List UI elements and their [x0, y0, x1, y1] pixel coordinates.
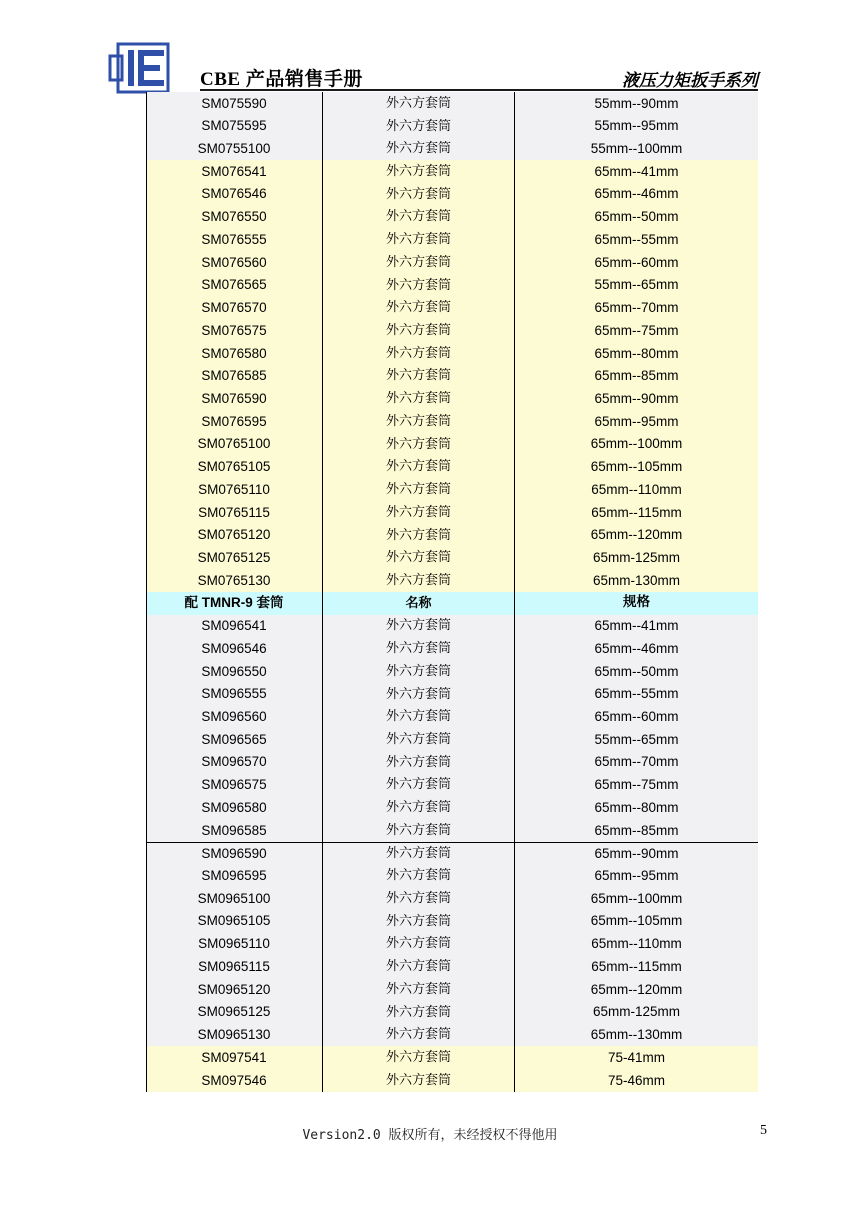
cell-model: SM076565: [201, 277, 267, 293]
cell-model: SM096541: [201, 618, 267, 634]
product-table: [146, 92, 758, 1092]
cell-spec: 65mm-125mm: [592, 549, 681, 565]
cell-name: 外六方套筒: [385, 527, 451, 543]
cell-spec: 65mm-125mm: [592, 1004, 681, 1020]
cell-model: SM0765100: [197, 436, 271, 452]
table-row: [146, 524, 758, 547]
cell-name: 外六方套筒: [385, 572, 451, 588]
table-row: [146, 751, 758, 774]
cell-spec: 55mm--65mm: [594, 277, 679, 293]
series-title: 液压力矩扳手系列: [622, 71, 758, 91]
cell-model: SM076555: [201, 231, 267, 247]
table-row: [146, 365, 758, 388]
cell-model: SM0765115: [198, 504, 270, 520]
header-cell-model: 配 TMNR-9 套筒: [184, 595, 284, 611]
cell-name: 外六方套筒: [385, 232, 451, 248]
cell-spec: 65mm--130mm: [590, 1027, 683, 1043]
cell-name: 外六方套筒: [385, 436, 451, 452]
table-row: [146, 115, 758, 138]
cell-name: 外六方套筒: [385, 164, 451, 180]
cell-spec: 65mm--46mm: [594, 186, 679, 202]
table-row: [146, 569, 758, 592]
header-cell-name: 名称: [405, 595, 432, 611]
table-row: [146, 92, 758, 115]
cell-spec: 55mm--95mm: [594, 118, 679, 134]
cell-name: 外六方套筒: [385, 345, 451, 361]
header-rule: [200, 89, 758, 91]
cell-spec: 65mm--70mm: [594, 300, 679, 316]
cell-model: SM0965100: [197, 890, 271, 906]
table-row: [146, 137, 758, 160]
cell-spec: 55mm--100mm: [590, 141, 683, 157]
cell-spec: 65mm--55mm: [594, 231, 679, 247]
cell-name: 外六方套筒: [385, 641, 451, 657]
cell-spec: 65mm--115mm: [591, 958, 682, 974]
cell-name: 外六方套筒: [385, 323, 451, 339]
table-row: [146, 955, 758, 978]
cell-model: SM076541: [201, 163, 267, 179]
cell-spec: 65mm--80mm: [594, 345, 679, 361]
cell-model: SM0765130: [197, 572, 271, 588]
table-row: [146, 183, 758, 206]
cell-name: 外六方套筒: [385, 368, 451, 384]
cell-spec: 65mm--85mm: [594, 368, 679, 384]
cell-model: SM076550: [201, 209, 267, 225]
cell-model: SM076595: [201, 413, 267, 429]
cell-name: 外六方套筒: [385, 1072, 451, 1088]
table-row: [146, 160, 758, 183]
cell-model: SM076570: [201, 300, 267, 316]
cell-spec: 65mm--80mm: [594, 799, 679, 815]
cell-model: SM0965105: [197, 913, 271, 929]
cell-name: 外六方套筒: [385, 913, 451, 929]
cell-model: SM096550: [201, 663, 267, 679]
table-row: [146, 887, 758, 910]
cell-spec: 65mm--95mm: [594, 413, 679, 429]
cell-spec: 55mm--90mm: [594, 95, 679, 111]
table-row: [146, 501, 758, 524]
cell-name: 外六方套筒: [385, 186, 451, 202]
cell-model: SM096565: [201, 731, 267, 747]
cell-model: SM0765125: [197, 549, 271, 565]
cell-model: SM076546: [201, 186, 267, 202]
cell-spec: 65mm--100mm: [590, 436, 683, 452]
cell-spec: 65mm--55mm: [594, 686, 679, 702]
table-row: [146, 1023, 758, 1046]
cell-name: 外六方套筒: [385, 1004, 451, 1020]
cell-model: SM096546: [201, 640, 267, 656]
cell-name: 外六方套筒: [385, 663, 451, 679]
cell-name: 外六方套筒: [385, 550, 451, 566]
cell-name: 外六方套筒: [385, 709, 451, 725]
cell-model: SM0965110: [198, 936, 270, 952]
cell-spec: 65mm--90mm: [594, 845, 679, 861]
cell-model: SM096590: [201, 845, 267, 861]
cell-spec: 75-41mm: [607, 1049, 666, 1065]
cell-name: 外六方套筒: [385, 686, 451, 702]
cell-spec: 65mm--75mm: [594, 777, 679, 793]
cell-model: SM096575: [201, 777, 267, 793]
cell-name: 外六方套筒: [385, 731, 451, 747]
cell-spec: 65mm-130mm: [592, 572, 681, 588]
page-number: 5: [760, 1123, 767, 1138]
cell-model: SM0965125: [197, 1004, 271, 1020]
table-row: [146, 546, 758, 569]
cell-spec: 65mm--41mm: [594, 618, 679, 634]
cell-model: SM096555: [201, 686, 267, 702]
cell-spec: 65mm--105mm: [590, 913, 683, 929]
table-row: [146, 206, 758, 229]
table-row: [146, 637, 758, 660]
cell-name: 外六方套筒: [385, 277, 451, 293]
cell-spec: 65mm--60mm: [594, 709, 679, 725]
cell-name: 外六方套筒: [385, 618, 451, 634]
table-row: [146, 1069, 758, 1092]
cell-name: 外六方套筒: [385, 1027, 451, 1043]
table-row: [146, 660, 758, 683]
footer-text: Version2.0 版权所有，未经授权不得他用: [302, 1128, 558, 1143]
table-row: [146, 728, 758, 751]
cell-model: SM0765120: [197, 527, 271, 543]
cell-name: 外六方套筒: [385, 846, 451, 862]
table-row: [146, 228, 758, 251]
cell-model: SM0965120: [197, 981, 271, 997]
cell-name: 外六方套筒: [385, 482, 451, 498]
header-cell-spec: 规格: [623, 594, 650, 611]
table-row: [146, 615, 758, 638]
cell-model: SM097541: [201, 1049, 267, 1065]
cell-model: SM096570: [201, 754, 267, 770]
cell-name: 外六方套筒: [385, 981, 451, 997]
cell-name: 外六方套筒: [385, 1050, 451, 1066]
table-row: [146, 910, 758, 933]
table-row: [146, 387, 758, 410]
cell-spec: 75-46mm: [607, 1072, 666, 1088]
cell-name: 外六方套筒: [385, 891, 451, 907]
table-row: [146, 978, 758, 1001]
cell-spec: 65mm--105mm: [590, 459, 683, 475]
cell-model: SM076580: [201, 345, 267, 361]
cell-name: 外六方套筒: [385, 936, 451, 952]
cell-name: 外六方套筒: [385, 209, 451, 225]
table-divider-2: [514, 92, 515, 1092]
cell-spec: 65mm--50mm: [594, 663, 679, 679]
cell-model: SM075595: [201, 118, 267, 134]
cell-name: 外六方套筒: [385, 300, 451, 316]
cell-model: SM097546: [201, 1072, 267, 1088]
table-border-left: [146, 92, 147, 1092]
cell-model: SM096580: [201, 799, 267, 815]
table-divider-1: [322, 92, 323, 1092]
cell-name: 外六方套筒: [385, 868, 451, 884]
cell-name: 外六方套筒: [385, 141, 451, 157]
cell-spec: 55mm--65mm: [594, 731, 679, 747]
cell-name: 外六方套筒: [385, 822, 451, 838]
table-row: [146, 819, 758, 842]
table-row: [146, 796, 758, 819]
cell-spec: 65mm--120mm: [590, 527, 683, 543]
cell-spec: 65mm--75mm: [594, 322, 679, 338]
table-row: [146, 433, 758, 456]
table-row: [146, 296, 758, 319]
table-row: [146, 410, 758, 433]
table-row: [146, 319, 758, 342]
cell-name: 外六方套筒: [385, 777, 451, 793]
cell-name: 外六方套筒: [385, 504, 451, 520]
cell-spec: 65mm--60mm: [594, 254, 679, 270]
cell-model: SM096585: [201, 822, 267, 838]
cell-spec: 65mm--115mm: [591, 504, 682, 520]
cell-model: SM0765105: [197, 459, 271, 475]
cell-model: SM0755100: [197, 141, 271, 157]
cell-model: SM0965130: [197, 1027, 271, 1043]
table-row: [146, 842, 758, 865]
cell-spec: 65mm--100mm: [590, 890, 683, 906]
table-header-row: [146, 592, 758, 615]
cell-name: 外六方套筒: [385, 754, 451, 770]
cell-spec: 65mm--120mm: [590, 981, 683, 997]
cell-model: SM0765110: [198, 481, 270, 497]
cell-model: SM096560: [201, 709, 267, 725]
cell-model: SM076585: [201, 368, 267, 384]
table-row: [146, 1001, 758, 1024]
cell-spec: 65mm--85mm: [594, 822, 679, 838]
table-row: [146, 774, 758, 797]
cell-model: SM075590: [201, 95, 267, 111]
table-row: [146, 456, 758, 479]
cell-model: SM096595: [201, 868, 267, 884]
cell-name: 外六方套筒: [385, 254, 451, 270]
cell-spec: 65mm--90mm: [594, 390, 679, 406]
cell-name: 外六方套筒: [385, 95, 451, 111]
cell-model: SM076590: [201, 390, 267, 406]
cell-name: 外六方套筒: [385, 413, 451, 429]
cell-spec: 65mm--41mm: [594, 163, 679, 179]
cell-spec: 65mm--110mm: [591, 481, 682, 497]
table-row: [146, 274, 758, 297]
table-row: [146, 705, 758, 728]
table-row: [146, 251, 758, 274]
cell-spec: 65mm--46mm: [594, 640, 679, 656]
table-row: [146, 933, 758, 956]
cell-model: SM076575: [201, 322, 267, 338]
cbe-logo-icon: [108, 42, 174, 94]
cell-model: SM0965115: [198, 958, 270, 974]
table-row: [146, 864, 758, 887]
cell-spec: 65mm--50mm: [594, 209, 679, 225]
table-row: [146, 1046, 758, 1069]
brand-title: CBE 产品销售手册: [200, 69, 363, 90]
cell-name: 外六方套筒: [385, 959, 451, 975]
cell-name: 外六方套筒: [385, 459, 451, 475]
table-row: [146, 342, 758, 365]
table-row: [146, 478, 758, 501]
table-row: [146, 683, 758, 706]
cell-name: 外六方套筒: [385, 118, 451, 134]
cell-name: 外六方套筒: [385, 391, 451, 407]
cell-model: SM076560: [201, 254, 267, 270]
cell-name: 外六方套筒: [385, 800, 451, 816]
cell-spec: 65mm--95mm: [594, 868, 679, 884]
cell-spec: 65mm--110mm: [591, 936, 682, 952]
cell-spec: 65mm--70mm: [594, 754, 679, 770]
